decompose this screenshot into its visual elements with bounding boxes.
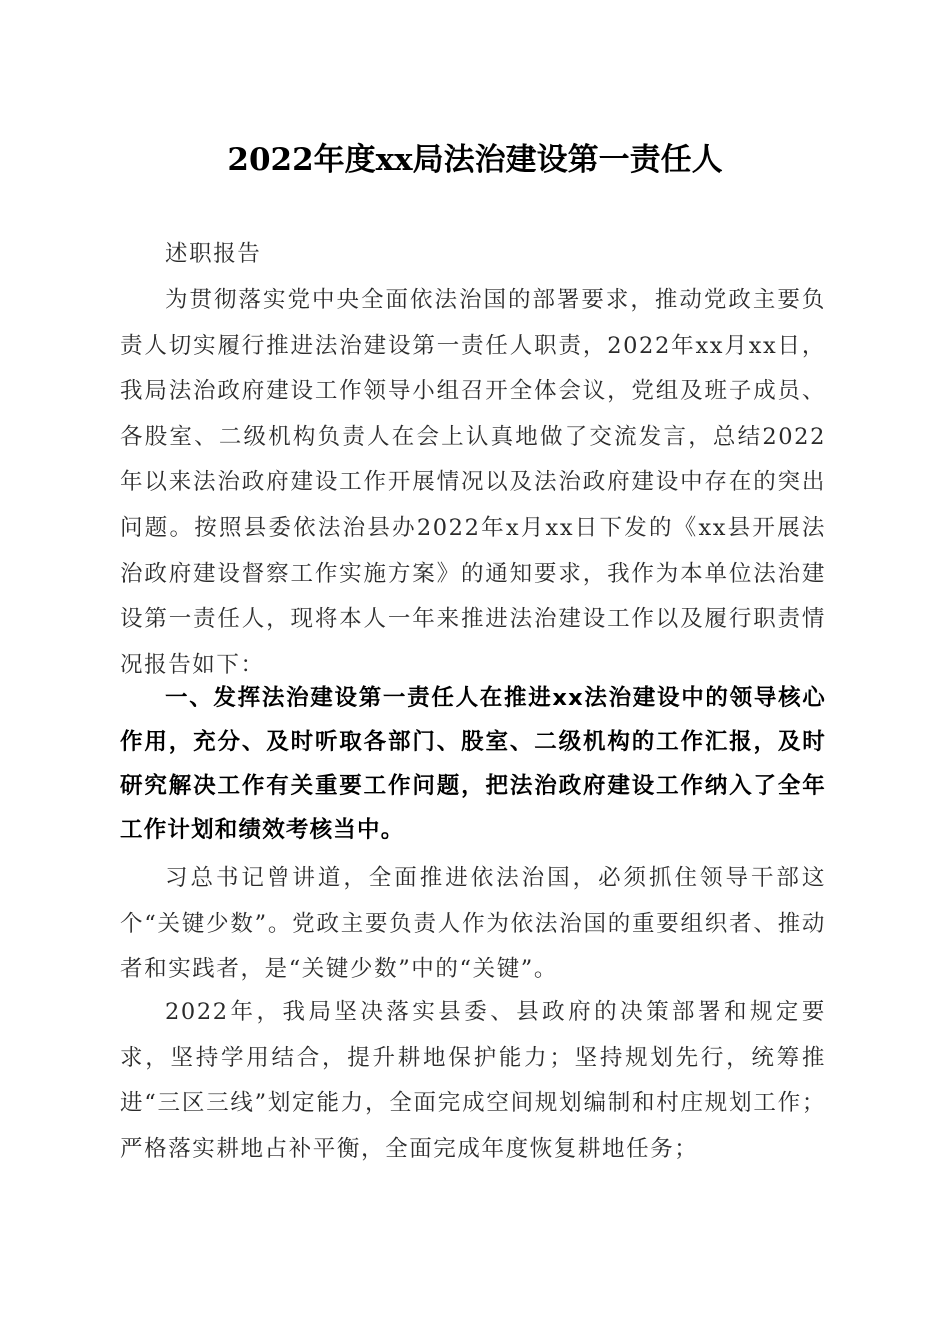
document-title: 2022年度xx局法治建设第一责任人 (227, 142, 723, 178)
work-summary-paragraph: 2022年，我局坚决落实县委、县政府的决策部署和规定要求，坚持学用结合，提升耕地保护能力；坚持规划先行，统筹推进“三区三线”划定能力，全面完成空间规划编制和村庄规划工作；严格落实耕地占补平衡，全面完成年度恢复耕地任务； (120, 999, 826, 1162)
section-heading-one: 一、发挥法治建设第一责任人在推进xx法治建设中的领导核心作用，充分、及时听取各部门、股室、二级机构的工作汇报，及时研究解决工作有关重要工作问题，把法治政府建设工作纳入了全年工作计划和绩效考核当中。 (120, 685, 826, 843)
intro-paragraph: 为贯彻落实党中央全面依法治国的部署要求，推动党政主要负责人切实履行推进法治建设第一责任人职责，2022年xx月xx日，我局法治政府建设工作领导小组召开全体会议，党组及班子成员、各股室、二级机构负责人在会上认真地做了交流发言，总结2022年以来法治政府建设工作开展情况以及法治政府建设中存在的突出问题。按照县委依法治县办2022年x月xx日下发的《xx县开展法治政府建设督察工作实施方案》的通知要求，我作为本单位法治建设第一责任人，现将本人一年来推进法治建设工作以及履行职责情况报告如下： (120, 287, 826, 678)
quote-paragraph: 习总书记曾讲道，全面推进依法治国，必须抓住领导干部这个“关键少数”。党政主要负责人作为依法治国的重要组织者、推动者和实践者，是“关键少数”中的“关键”。 (120, 865, 826, 983)
document-subtitle: 述职报告 (165, 241, 262, 267)
